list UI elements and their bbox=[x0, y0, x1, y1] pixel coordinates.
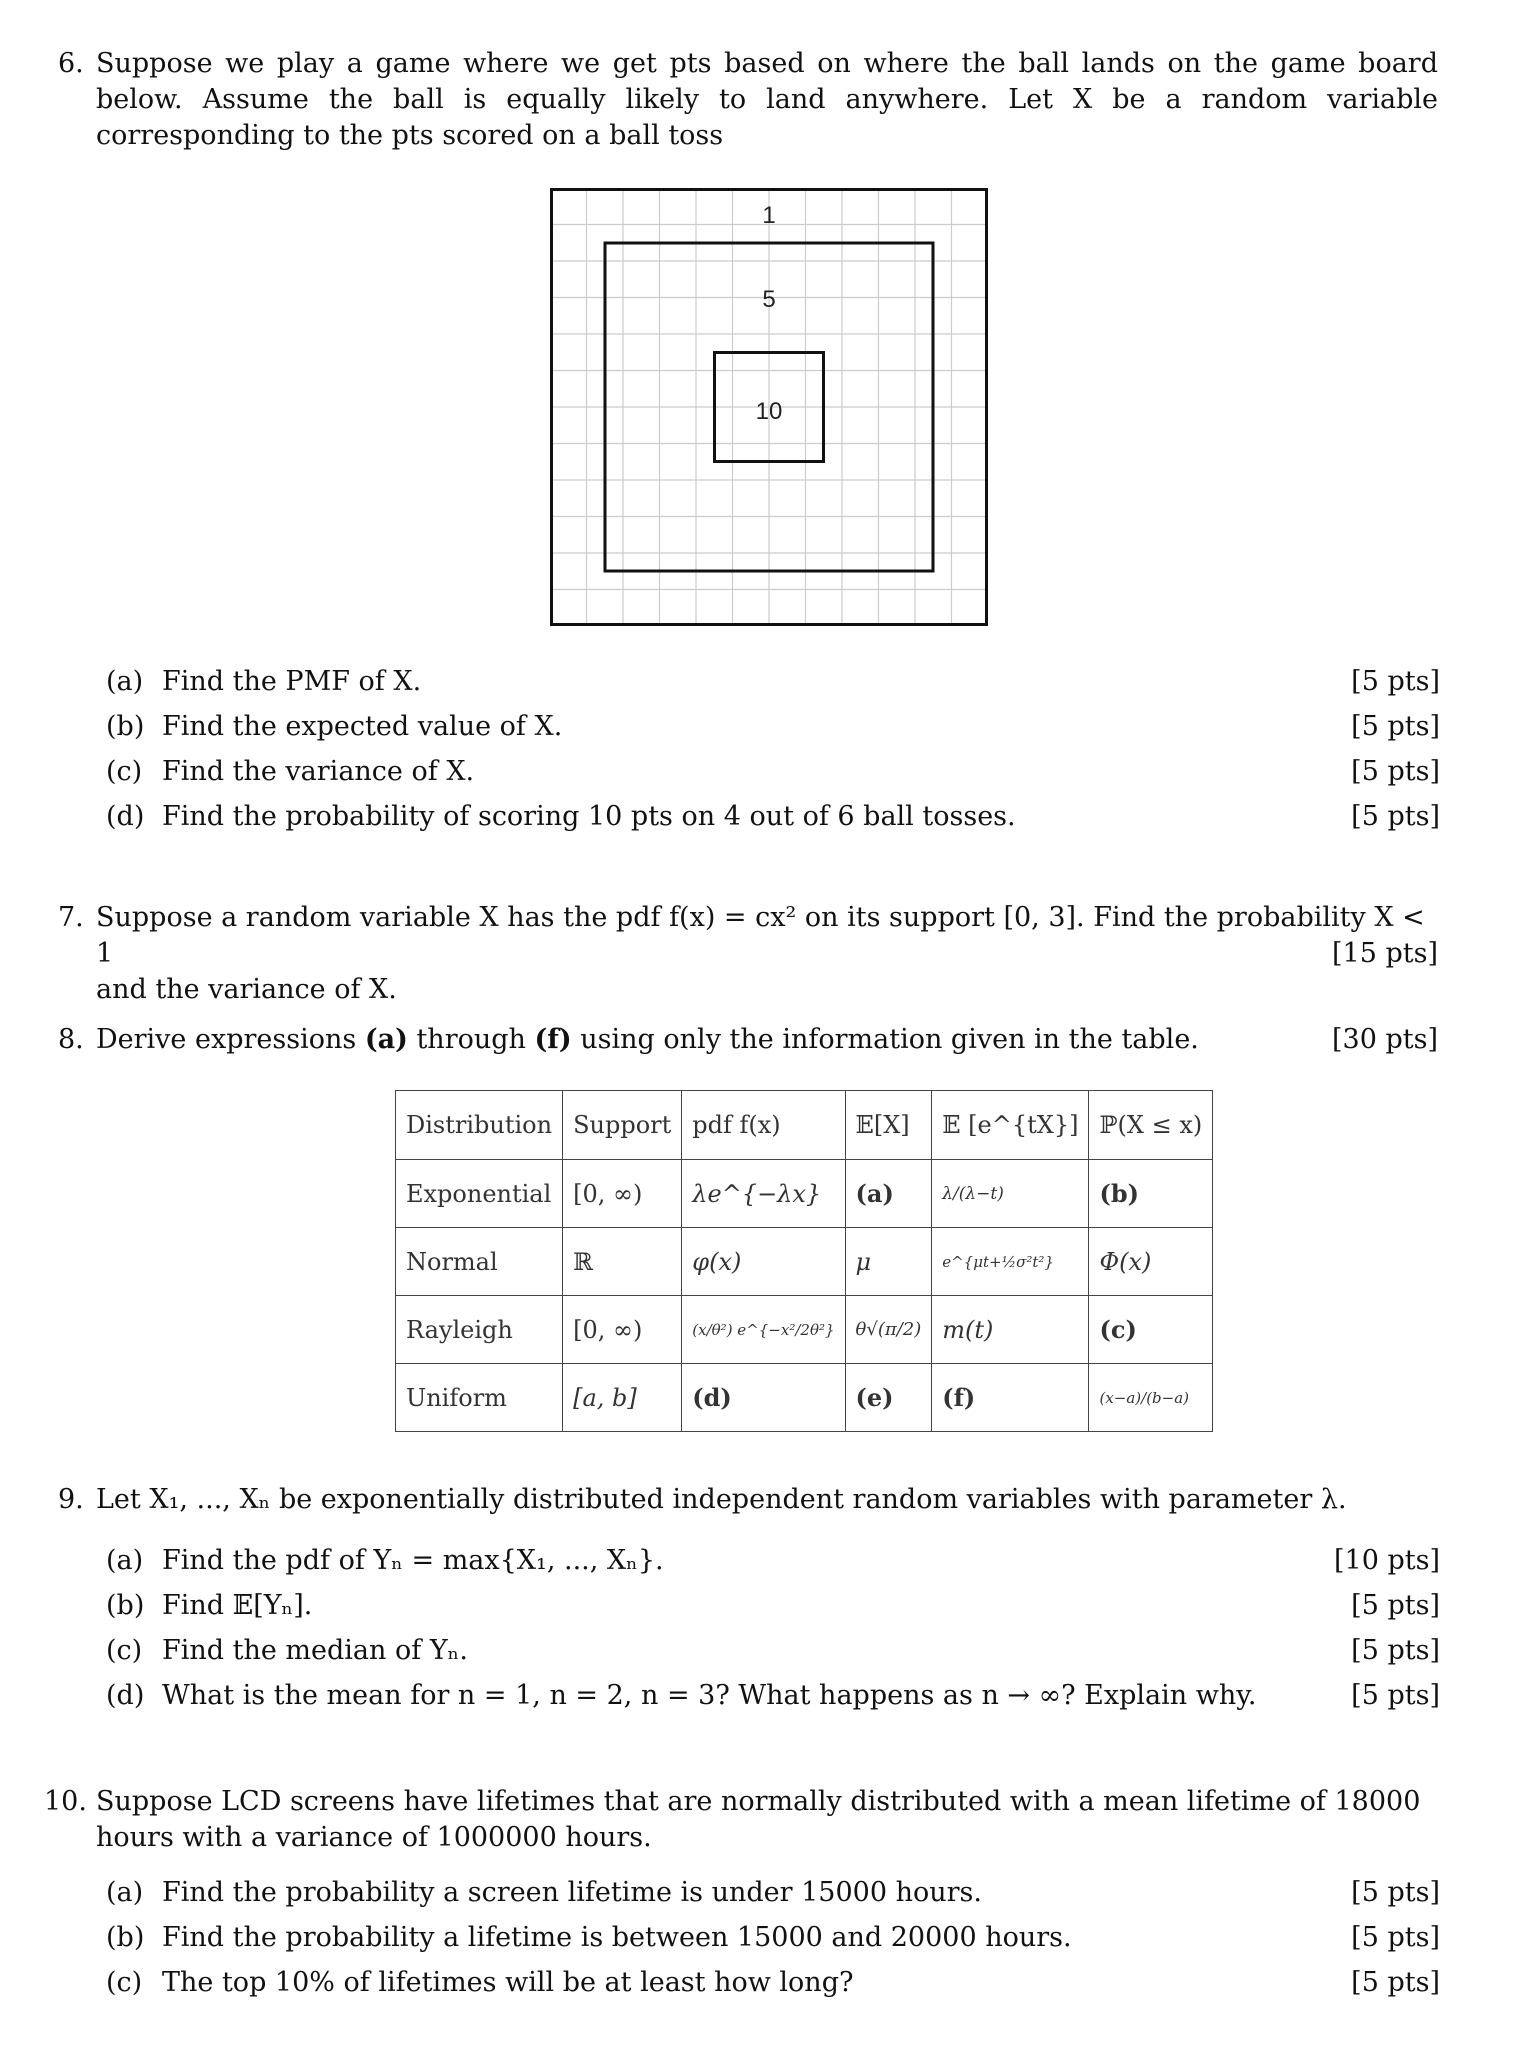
part-item: (a) Find the probability a screen lifetime is under 15000 hours. [5 pts] bbox=[106, 1870, 1440, 1915]
game-board bbox=[550, 188, 988, 626]
cell-pdf: λe^{−λx} bbox=[682, 1160, 845, 1228]
header-cell: 𝔼[X] bbox=[845, 1091, 932, 1160]
inner-label: 10 bbox=[755, 398, 783, 425]
cell-pdf: (d) bbox=[682, 1364, 845, 1432]
table-row bbox=[396, 1160, 1213, 1228]
points: [5 pts] bbox=[1351, 1967, 1440, 1998]
outer-label: 1 bbox=[762, 202, 776, 229]
part-item: (a) Find the pdf of Yₙ = max{X₁, ..., Xₙ}. [10 pts] bbox=[106, 1538, 1440, 1583]
part-item: (a) Find the PMF of X. [5 pts] bbox=[106, 659, 1440, 704]
middle-label: 5 bbox=[762, 286, 776, 313]
question-10-parts bbox=[106, 1870, 1440, 2005]
header-cell: pdf f(x) bbox=[682, 1091, 845, 1160]
part-item: (c) Find the median of Yₙ. [5 pts] bbox=[106, 1628, 1440, 1673]
points: [5 pts] bbox=[1351, 711, 1440, 742]
part-item: (d) What is the mean for n = 1, n = 2, n = 3? What happens as n → ∞? Explain why. [5 pts] bbox=[106, 1673, 1440, 1718]
points: [5 pts] bbox=[1351, 1590, 1440, 1621]
cell-cdf: (b) bbox=[1089, 1160, 1213, 1228]
question-number: 8. bbox=[58, 1024, 84, 1055]
header-cell: ℙ(X ≤ x) bbox=[1089, 1091, 1213, 1160]
question-number: 9. bbox=[58, 1484, 84, 1515]
question-text: Let X₁, ..., Xₙ be exponentially distributed independent random variables with parameter λ. bbox=[96, 1484, 1347, 1515]
question-number: 7. bbox=[58, 902, 84, 933]
cell-mgf: m(t) bbox=[932, 1296, 1089, 1364]
cell-pdf: (x/θ²) e^{−x²/2θ²} bbox=[682, 1296, 845, 1364]
part-item: (b) Find 𝔼[Yₙ]. [5 pts] bbox=[106, 1583, 1440, 1628]
question-text: Derive expressions (a) through (f) using only the information given in the table. bbox=[96, 1024, 1199, 1055]
question-text: Suppose we play a game where we get pts based on where the ball lands on the game board below. Assume the ball is equally likely to land anywhere. Let X be a random variable corresponding to the pts scored on a ball toss bbox=[96, 48, 1438, 151]
cell-mgf: (f) bbox=[932, 1364, 1089, 1432]
cell-pdf: φ(x) bbox=[682, 1228, 845, 1296]
question-text-cont: and the variance of X. bbox=[96, 974, 397, 1005]
cell-dist: Uniform bbox=[396, 1364, 563, 1432]
cell-mgf: e^{μt+½σ²t²} bbox=[932, 1228, 1089, 1296]
points: [30 pts] bbox=[1332, 1024, 1438, 1055]
header-cell: Distribution bbox=[396, 1091, 563, 1160]
part-item: (b) Find the expected value of X. [5 pts] bbox=[106, 704, 1440, 749]
points: [10 pts] bbox=[1334, 1545, 1440, 1576]
part-item: (b) Find the probability a lifetime is between 15000 and 20000 hours. [5 pts] bbox=[106, 1915, 1440, 1960]
part-item: (c) Find the variance of X. [5 pts] bbox=[106, 749, 1440, 794]
question-text: Suppose a random variable X has the pdf f(x) = cx² on its support [0, 3]. Find the probability X < 1 bbox=[96, 902, 1425, 969]
points: [5 pts] bbox=[1351, 1877, 1440, 1908]
points: [5 pts] bbox=[1351, 1635, 1440, 1666]
points: [5 pts] bbox=[1351, 1680, 1440, 1711]
cell-mean: (e) bbox=[845, 1364, 932, 1432]
points: [15 pts] bbox=[1332, 938, 1438, 969]
distribution-table bbox=[395, 1090, 1213, 1432]
cell-mean: (a) bbox=[845, 1160, 932, 1228]
cell-support: ℝ bbox=[563, 1228, 682, 1296]
table-row bbox=[396, 1296, 1213, 1364]
question-9 bbox=[58, 1482, 1438, 1518]
part-item: (d) Find the probability of scoring 10 pts on 4 out of 6 ball tosses. [5 pts] bbox=[106, 794, 1440, 839]
question-6 bbox=[58, 46, 1438, 154]
cell-mean: μ bbox=[845, 1228, 932, 1296]
question-10 bbox=[44, 1784, 1438, 1856]
question-8 bbox=[58, 1022, 1438, 1058]
question-6-parts bbox=[106, 659, 1440, 839]
cell-dist: Exponential bbox=[396, 1160, 563, 1228]
table-row bbox=[396, 1364, 1213, 1432]
cell-mgf: λ/(λ−t) bbox=[932, 1160, 1089, 1228]
cell-mean: θ√(π/2) bbox=[845, 1296, 932, 1364]
header-cell: Support bbox=[563, 1091, 682, 1160]
cell-cdf: Φ(x) bbox=[1089, 1228, 1213, 1296]
cell-support: [0, ∞) bbox=[563, 1160, 682, 1228]
cell-cdf: (c) bbox=[1089, 1296, 1213, 1364]
cell-dist: Normal bbox=[396, 1228, 563, 1296]
cell-dist: Rayleigh bbox=[396, 1296, 563, 1364]
table-row bbox=[396, 1228, 1213, 1296]
points: [5 pts] bbox=[1351, 756, 1440, 787]
question-7 bbox=[58, 900, 1438, 1008]
table-header-row bbox=[396, 1091, 1213, 1160]
header-cell: 𝔼 [e^{tX}] bbox=[932, 1091, 1089, 1160]
question-number: 10. bbox=[44, 1786, 87, 1817]
points: [5 pts] bbox=[1351, 801, 1440, 832]
question-number: 6. bbox=[58, 48, 84, 79]
cell-cdf: (x−a)/(b−a) bbox=[1089, 1364, 1213, 1432]
question-text: Suppose LCD screens have lifetimes that are normally distributed with a mean lifetime of 18000 hours with a variance of 1000000 hours. bbox=[96, 1786, 1421, 1853]
part-item: (c) The top 10% of lifetimes will be at least how long? [5 pts] bbox=[106, 1960, 1440, 2005]
cell-support: [a, b] bbox=[563, 1364, 682, 1432]
question-9-parts bbox=[106, 1538, 1440, 1718]
cell-support: [0, ∞) bbox=[563, 1296, 682, 1364]
points: [5 pts] bbox=[1351, 666, 1440, 697]
points: [5 pts] bbox=[1351, 1922, 1440, 1953]
